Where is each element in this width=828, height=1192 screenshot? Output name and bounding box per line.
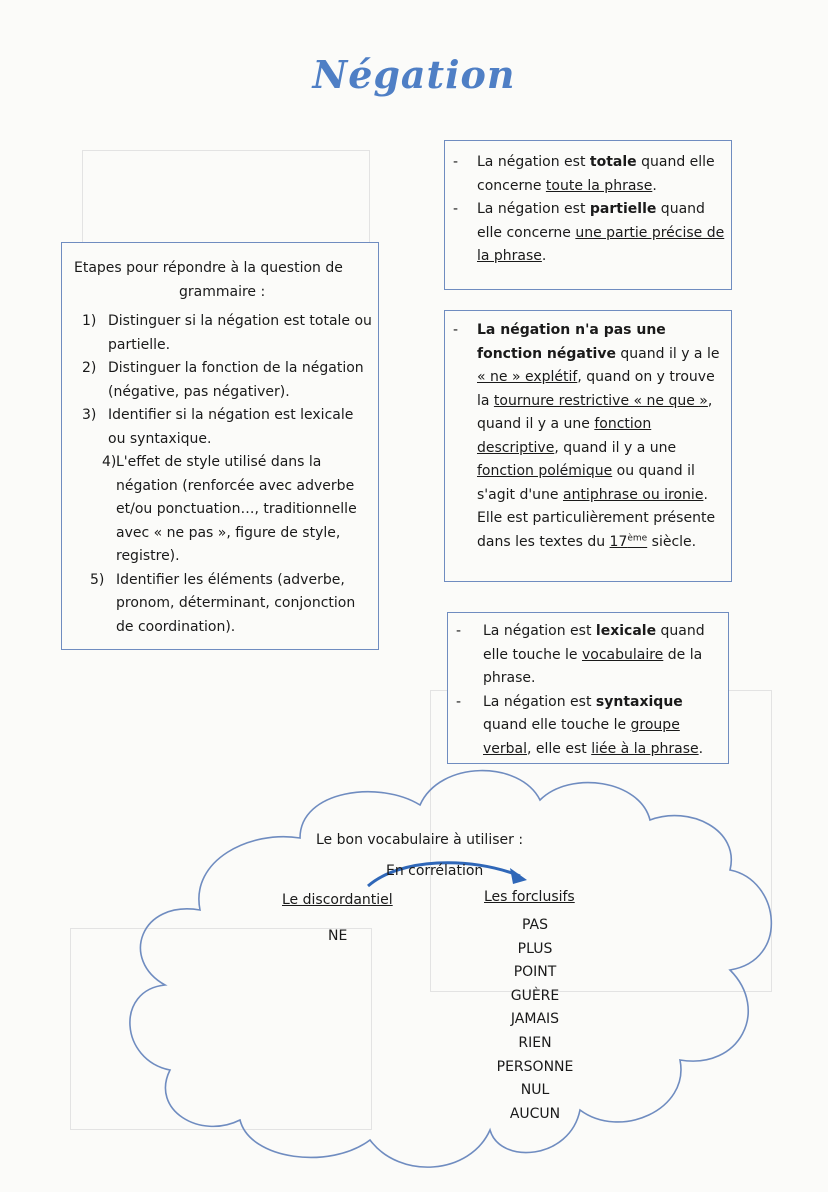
step-item: 2) Distinguer la fonction de la négation (négative, pas négativer).: [82, 360, 364, 400]
step-item: 3) Identifier si la négation est lexicale ou syntaxique.: [82, 407, 354, 447]
forclusif-word: RIEN: [518, 1034, 552, 1051]
forclusif-word: NUL: [520, 1082, 550, 1099]
syntaxique-item: - La négation est syntaxique quand elle touche le groupe verbal, elle est liée à la phrase.: [448, 691, 728, 762]
forclusif-word: JAMAIS: [510, 1011, 560, 1028]
forclusif-word: POINT: [513, 964, 557, 981]
totale-item: - La négation est totale quand elle concerne toute la phrase.: [445, 151, 731, 198]
discordantiel-label: Le discordantiel: [282, 892, 393, 908]
step-item: 1) Distinguer si la négation est totale ou partielle.: [82, 313, 372, 353]
partielle-item: - La négation est partielle quand elle concerne une partie précise de la phrase.: [445, 198, 731, 269]
forclusif-word: GUÈRE: [510, 987, 560, 1004]
forclusif-word: PERSONNE: [496, 1058, 574, 1075]
forclusif-word: AUCUN: [509, 1105, 561, 1122]
cloud-heading: Le bon vocabulaire à utiliser :: [316, 832, 524, 848]
cloud-outline: [130, 771, 771, 1168]
fonction-item: - La négation n'a pas une fonction négative quand il y a le « ne » explétif, quand on y trouve la tournure restrictive « ne que », quand il y a une fonction descriptive, quand il y a une fonction polémique ou quand il s'agit d'une antiphrase ou ironie. Elle est particulièrement présente dans les textes du 17ème siècle.: [445, 319, 731, 554]
forclusifs-label: Les forclusifs: [484, 889, 575, 905]
steps-heading: Etapes pour répondre à la question de grammaire :: [74, 260, 343, 300]
discordantiel-word: NE: [328, 928, 348, 944]
correlation-arrow-head: [510, 868, 527, 884]
page-title: Négation: [312, 52, 516, 97]
forclusif-word: PLUS: [517, 940, 553, 957]
lexicale-item: - La négation est lexicale quand elle touche le vocabulaire de la phrase.: [448, 620, 728, 691]
forclusif-word: PAS: [521, 917, 548, 933]
step-item: 5) Identifier les éléments (adverbe, pronom, déterminant, conjonction de coordination).: [90, 571, 356, 635]
correlation-label: En corrélation: [386, 863, 484, 879]
step-item: 4) L'effet de style utilisé dans la négation (renforcée avec adverbe et/ou ponctuation…, traditionnelle avec « ne pas », figure de style, registre).: [102, 454, 357, 564]
